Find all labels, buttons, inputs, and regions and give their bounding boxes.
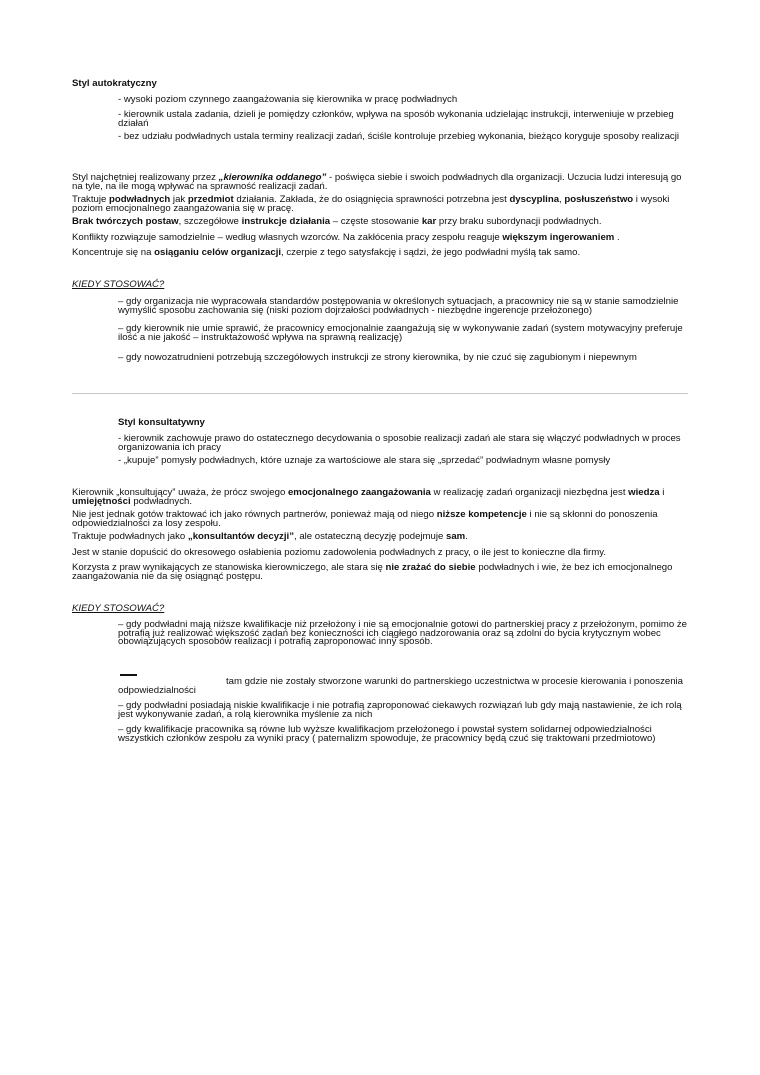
bullet-item: - kierownik zachowuje prawo do ostatecznego decydowania o sposobie realizacji zadań ale stara się włączyć podwładnych w proces organizowania ich pracy xyxy=(118,433,681,453)
paragraph: Traktuje podwładnych jako „konsultantów decyzji”, ale ostateczną decyzję podejmuje sam. xyxy=(72,531,468,542)
bullet-item: - „kupuje” pomysły podwładnych, które uznaje za wartościowe ale stara się „sprzedać” podwładnym własne pomysły xyxy=(118,455,611,466)
list-item: – gdy podwładni posiadają niskie kwalifikacje i nie potrafią zaproponować ciekawych rozwiązań lub gdy mają nastawienie, że ich rolą jest wykonywanie zadań, a rolą kierownika myślenie za nich xyxy=(118,700,682,720)
section-heading-autocratic: Styl autokratyczny xyxy=(72,78,157,89)
list-item: – gdy kwalifikacje pracownika są równe lub wyższe kwalifikacjom przełożonego i powstał system solidarnej odpowiedzialności wszystkich członków zespołu za wyniki pracy ( paternalizm spowoduje, że pracownicy będą czuć się traktowani przedmiotowo) xyxy=(118,724,656,744)
section-divider xyxy=(72,393,688,394)
bullet-item: - kierownik ustala zadania, dzieli je pomiędzy członków, wpływa na sposób wykonania udzielając instrukcji, interweniuje w przebieg działań xyxy=(118,109,674,129)
paragraph: Konflikty rozwiązuje samodzielnie – według własnych wzorców. Na zakłócenia pracy zespołu reaguje większym ingerowaniem . xyxy=(72,232,620,243)
paragraph: Brak twórczych postaw, szczegółowe instrukcje działania – częste stosowanie kar przy braku subordynacji podwładnych. xyxy=(72,216,602,227)
when-to-use-label: KIEDY STOSOWAĆ? xyxy=(72,279,165,290)
list-item: tam gdzie nie zostały stworzone warunki do partnerskiego uczestnictwa w procesie kierowania i ponoszenia odpowiedzialności xyxy=(118,676,684,696)
when-to-use-label: KIEDY STOSOWAĆ? xyxy=(72,603,165,614)
bullet-item: - wysoki poziom czynnego zaangażowania się kierownika w pracę podwładnych xyxy=(118,94,458,105)
list-item: – gdy kierownik nie umie sprawić, że pracownicy emocjonalnie zaangażują się w wykonywanie zadań (system motywacyjny preferuje ilość a nie jakość – instruktażowość wpływa na sprawną realizację) xyxy=(118,323,683,343)
list-item: – gdy nowozatrudnieni potrzebują szczegółowych instrukcji ze strony kierownika, by nie czuć się zagubionym i niepewnym xyxy=(118,352,637,363)
paragraph: Jest w stanie dopuścić do okresowego osłabienia poziomu zadowolenia podwładnych z pracy, o ile jest to konieczne dla firmy. xyxy=(72,547,606,558)
paragraph: Nie jest jednak gotów traktować ich jako równych partnerów, ponieważ mają od niego niższe kompetencje i nie są skłonni do ponoszenia odpowiedzialności za losy zespołu. xyxy=(72,509,658,529)
paragraph: Koncentruje się na osiąganiu celów organizacji, czerpie z tego satysfakcję i sądzi, że jego podwładni myślą tak samo. xyxy=(72,247,581,258)
section-heading-consultative: Styl konsultatywny xyxy=(118,417,205,428)
paragraph: Traktuje podwładnych jak przedmiot działania. Zakłada, że do osiągnięcia sprawności potrzebna jest dyscyplina, posłuszeństwo i wysoki poziom emocjonalnego zaangażowania się w pracę. xyxy=(72,194,670,214)
list-item: – gdy organizacja nie wypracowała standardów postępowania w określonych sytuacjach, a pracownicy nie są w stanie samodzielnie wymyślić sposobu zachowania się (niski poziom dojrzałości podwładnych - niezbędne ingerencje przełożonego) xyxy=(118,296,679,316)
dash-marker xyxy=(120,674,137,676)
paragraph: Korzysta z praw wynikających ze stanowiska kierowniczego, ale stara się nie zrażać do siebie podwładnych i wie, że bez ich emocjonalnego zaangażowania nie da się osiągnąć postępu. xyxy=(72,562,673,582)
bullet-item: - bez udziału podwładnych ustala terminy realizacji zadań, ściśle kontroluje przebieg wykonania, bieżąco koryguje sposoby realizacji xyxy=(118,131,679,142)
paragraph: Styl najchętniej realizowany przez „kierownika oddanego” - poświęca siebie i swoich podwładnych dla organizacji. Uczucia ludzi interesują go na tyle, na ile mogą wpływać na sprawność realizacji zadań. xyxy=(72,172,682,192)
list-item: – gdy podwładni mają niższe kwalifikacje niż przełożony i nie są emocjonalnie gotowi do partnerskiej pracy z przełożonym, pomimo że potrafią już realizować większość zadań bez konieczności ich ciągłego nadzorowania oraz są zdolni do bycia krytycznym wobec obowiązujących sposobów realizacji i potrafią zaproponować inny sposób. xyxy=(118,619,687,648)
paragraph: Kierownik „konsultujący” uważa, że prócz swojego emocjonalnego zaangażowania w realizację zadań organizacji niezbędna jest wiedza i umiejętności podwładnych. xyxy=(72,487,665,507)
